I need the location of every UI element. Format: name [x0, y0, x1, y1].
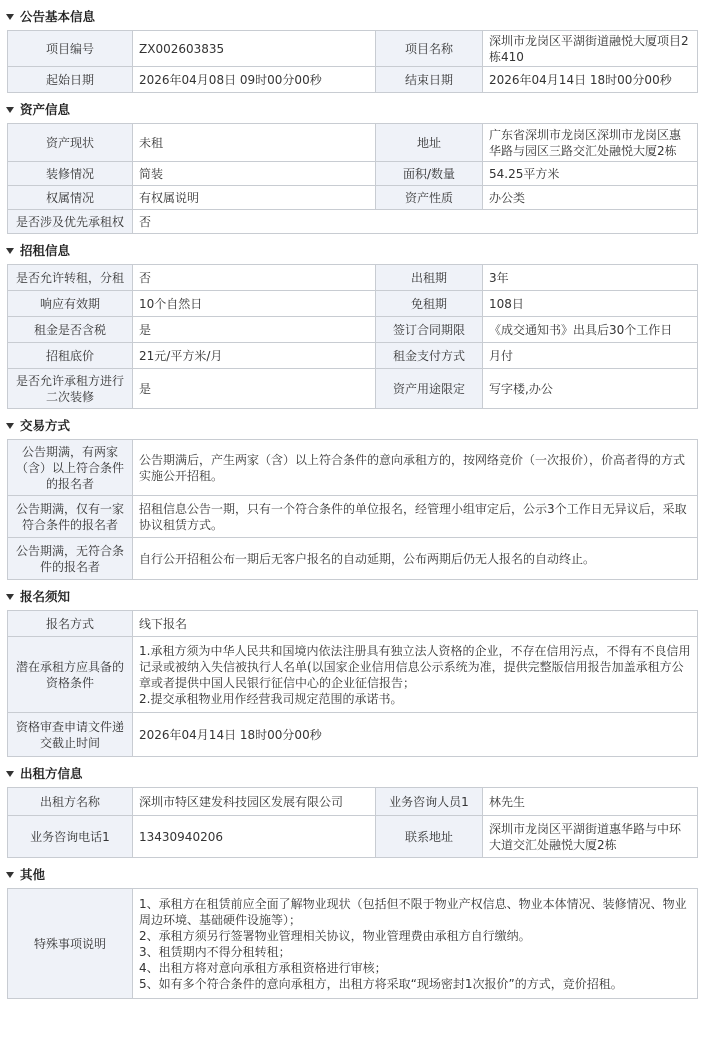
usage-limit-value: 写字楼,办公: [483, 369, 698, 409]
contact-address-value: 深圳市龙岗区平湖街道惠华路与中环大道交汇处融悦大厦2栋: [483, 816, 698, 858]
start-date-label: 起始日期: [8, 67, 133, 93]
contract-deadline-value: 《成交通知书》出具后30个工作日: [483, 317, 698, 343]
decoration-label: 装修情况: [8, 162, 133, 186]
caret-down-icon: [6, 107, 14, 113]
caret-down-icon: [6, 771, 14, 777]
basic-info-table: [7, 30, 698, 93]
asset-nature-label: 资产性质: [376, 186, 483, 210]
caret-down-icon: [6, 248, 14, 254]
caret-down-icon: [6, 872, 14, 878]
contract-deadline-label: 签订合同期限: [376, 317, 483, 343]
contact-phone-label: 业务咨询电话1: [8, 816, 133, 858]
lessor-info-table: [7, 787, 698, 858]
signup-method-label: 报名方式: [8, 611, 133, 637]
priority-lease-value: 否: [133, 210, 698, 234]
section-header-other[interactable]: [2, 862, 702, 888]
response-valid-value: 10个自然日: [133, 291, 376, 317]
project-no-label: 项目编号: [8, 31, 133, 67]
special-notes-label: 特殊事项说明: [8, 889, 133, 999]
table-row: [8, 889, 698, 999]
table-row: [8, 210, 698, 234]
table-row: [8, 317, 698, 343]
usage-limit-label: 资产用途限定: [376, 369, 483, 409]
reserve-price-label: 招租底价: [8, 343, 133, 369]
rent-free-value: 108日: [483, 291, 698, 317]
trade-single-label: 公告期满，仅有一家符合条件的报名者: [8, 496, 133, 538]
table-row: [8, 788, 698, 816]
trade-none-value: 自行公开招租公布一期后无客户报名的自动延期，公布两期后仍无人报名的自动终止。: [133, 538, 698, 580]
table-row: [8, 186, 698, 210]
asset-info-table: [7, 123, 698, 234]
section-title: 公告基本信息: [20, 9, 96, 24]
address-value: 广东省深圳市龙岗区深圳市龙岗区惠华路与园区三路交汇处融悦大厦2栋: [483, 124, 698, 162]
signup-notice-table: [7, 610, 698, 757]
other-info-table: [7, 888, 698, 999]
section-title: 报名须知: [20, 589, 71, 604]
qualification-label: 潜在承租方应具备的资格条件: [8, 637, 133, 713]
qualification-value: 1.承租方须为中华人民共和国境内依法注册具有独立法人资格的企业，不存在信用污点，不得有不良信用记录或被纳入失信被执行人名单(以国家企业信用信息公示系统为准，提供完整版信用报告加盖承租方公章或者提供中国人民银行征信中心的企业征信报告； 2.提交承租物业用作经营我司规定范围的承诺书。: [133, 637, 698, 713]
tax-included-value: 是: [133, 317, 376, 343]
section-title: 资产信息: [20, 102, 71, 117]
end-date-label: 结束日期: [376, 67, 483, 93]
project-name-value: 深圳市龙岗区平湖街道融悦大厦项目2栋410: [483, 31, 698, 67]
section-title: 出租方信息: [20, 766, 83, 781]
table-row: [8, 369, 698, 409]
renovation-value: 是: [133, 369, 376, 409]
caret-down-icon: [6, 423, 14, 429]
lease-info-table: [7, 264, 698, 409]
table-row: [8, 713, 698, 757]
table-row: [8, 611, 698, 637]
section-header-trade[interactable]: [2, 413, 702, 439]
response-valid-label: 响应有效期: [8, 291, 133, 317]
area-value: 54.25平方米: [483, 162, 698, 186]
table-row: [8, 440, 698, 496]
section-header-lease[interactable]: [2, 238, 702, 264]
section-header-basic[interactable]: [2, 4, 702, 30]
contact-phone-value: 13430940206: [133, 816, 376, 858]
area-label: 面积/数量: [376, 162, 483, 186]
rent-free-label: 免租期: [376, 291, 483, 317]
caret-down-icon: [6, 594, 14, 600]
decoration-value: 简装: [133, 162, 376, 186]
lease-term-label: 出租期: [376, 265, 483, 291]
reserve-price-value: 21元/平方米/月: [133, 343, 376, 369]
table-row: [8, 124, 698, 162]
project-no-value: ZX002603835: [133, 31, 376, 67]
signup-method-value: 线下报名: [133, 611, 698, 637]
start-date-value: 2026年04月08日 09时00分00秒: [133, 67, 376, 93]
contact-address-label: 联系地址: [376, 816, 483, 858]
section-title: 招租信息: [20, 243, 71, 258]
submission-deadline-value: 2026年04月14日 18时00分00秒: [133, 713, 698, 757]
section-header-signup[interactable]: [2, 584, 702, 610]
contact-person-label: 业务咨询人员1: [376, 788, 483, 816]
asset-status-label: 资产现状: [8, 124, 133, 162]
announcement-page: [2, 4, 702, 999]
trade-multiple-value: 公告期满后，产生两家（含）以上符合条件的意向承租方的，按网络竞价（一次报价），价高者得的方式实施公开招租。: [133, 440, 698, 496]
table-row: [8, 67, 698, 93]
section-title: 其他: [20, 867, 46, 882]
section-title: 交易方式: [20, 418, 71, 433]
sublet-value: 否: [133, 265, 376, 291]
table-row: [8, 816, 698, 858]
asset-nature-value: 办公类: [483, 186, 698, 210]
section-header-lessor[interactable]: [2, 761, 702, 787]
lessor-name-label: 出租方名称: [8, 788, 133, 816]
renovation-label: 是否允许承租方进行二次装修: [8, 369, 133, 409]
project-name-label: 项目名称: [376, 31, 483, 67]
lease-term-value: 3年: [483, 265, 698, 291]
table-row: [8, 31, 698, 67]
ownership-value: 有权属说明: [133, 186, 376, 210]
trade-multiple-label: 公告期满，有两家（含）以上符合条件的报名者: [8, 440, 133, 496]
payment-method-value: 月付: [483, 343, 698, 369]
table-row: [8, 162, 698, 186]
trade-method-table: [7, 439, 698, 580]
address-label: 地址: [376, 124, 483, 162]
table-row: [8, 291, 698, 317]
asset-status-value: 未租: [133, 124, 376, 162]
table-row: [8, 265, 698, 291]
payment-method-label: 租金支付方式: [376, 343, 483, 369]
special-notes-value: 1、承租方在租赁前应全面了解物业现状（包括但不限于物业产权信息、物业本体情况、装修情况、物业周边环境、基础硬件设施等）； 2、承租方须另行签署物业管理相关协议，物业管理费由承租方自行缴纳。 3、租赁期内不得分租转租； 4、出租方将对意向承租方承租资格进行审核； 5、如有多个符合条件的意向承租方，出租方将采取“现场密封1次报价”的方式，竞价招租。: [133, 889, 698, 999]
end-date-value: 2026年04月14日 18时00分00秒: [483, 67, 698, 93]
sublet-label: 是否允许转租，分租: [8, 265, 133, 291]
lessor-name-value: 深圳市特区建发科技园区发展有限公司: [133, 788, 376, 816]
tax-included-label: 租金是否含税: [8, 317, 133, 343]
table-row: [8, 343, 698, 369]
caret-down-icon: [6, 14, 14, 20]
priority-lease-label: 是否涉及优先承租权: [8, 210, 133, 234]
table-row: [8, 637, 698, 713]
table-row: [8, 538, 698, 580]
section-header-asset[interactable]: [2, 97, 702, 123]
table-row: [8, 496, 698, 538]
submission-deadline-label: 资格审查申请文件递交截止时间: [8, 713, 133, 757]
ownership-label: 权属情况: [8, 186, 133, 210]
trade-none-label: 公告期满，无符合条件的报名者: [8, 538, 133, 580]
trade-single-value: 招租信息公告一期，只有一个符合条件的单位报名，经管理小组审定后，公示3个工作日无异议后，采取协议租赁方式。: [133, 496, 698, 538]
contact-person-value: 林先生: [483, 788, 698, 816]
